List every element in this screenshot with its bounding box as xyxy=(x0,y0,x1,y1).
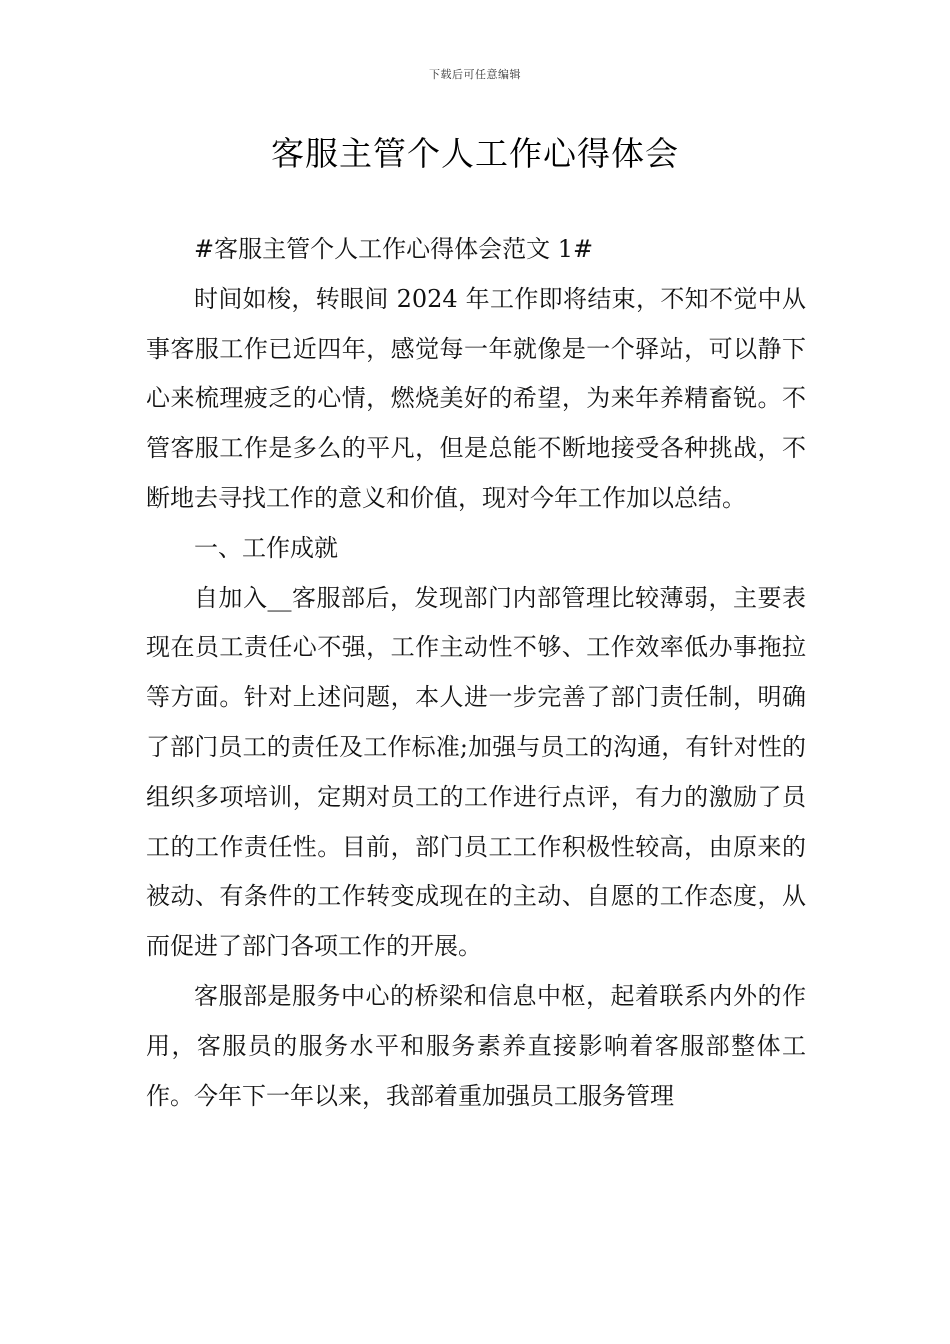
section-heading-achievements: 一、工作成就 xyxy=(194,533,338,562)
section-heading-sample-1: #客服主管个人工作心得体会范文 1# xyxy=(194,235,594,263)
document-body xyxy=(146,225,806,1121)
paragraph-service: 客服部是服务中心的桥梁和信息中枢，起着联系内外的作用，客服员的服务水平和服务素养直接影响着客服部整体工作。今年下一年以来，我部着重加强员工服务管理 xyxy=(146,981,806,1110)
header-note: 下载后可任意编辑 xyxy=(429,68,521,81)
paragraph-management: 自加入__客服部后，发现部门内部管理比较薄弱，主要表现在员工责任心不强，工作主动性不够、工作效率低办事拖拉等方面。针对上述问题，本人进一步完善了部门责任制，明确了部门员工的责任及工作标准;加强与员工的沟通，有针对性的组织多项培训，定期对员工的工作进行点评，有力的激励了员工的工作责任性。目前，部门员工工作积极性较高，由原来的被动、有条件的工作转变成现在的主动、自愿的工作态度，从而促进了部门各项工作的开展。 xyxy=(146,583,806,961)
document-title: 客服主管个人工作心得体会 xyxy=(271,134,679,173)
paragraph-intro: 时间如梭，转眼间 2024 年工作即将结束，不知不觉中从事客服工作已近四年，感觉每一年就像是一个驿站，可以静下心来梳理疲乏的心情，燃烧美好的希望，为来年养精畜锐。不管客服工作是多么的平凡，但是总能不断地接受各种挑战，不断地去寻找工作的意义和价值，现对今年工作加以总结。 xyxy=(146,284,806,512)
